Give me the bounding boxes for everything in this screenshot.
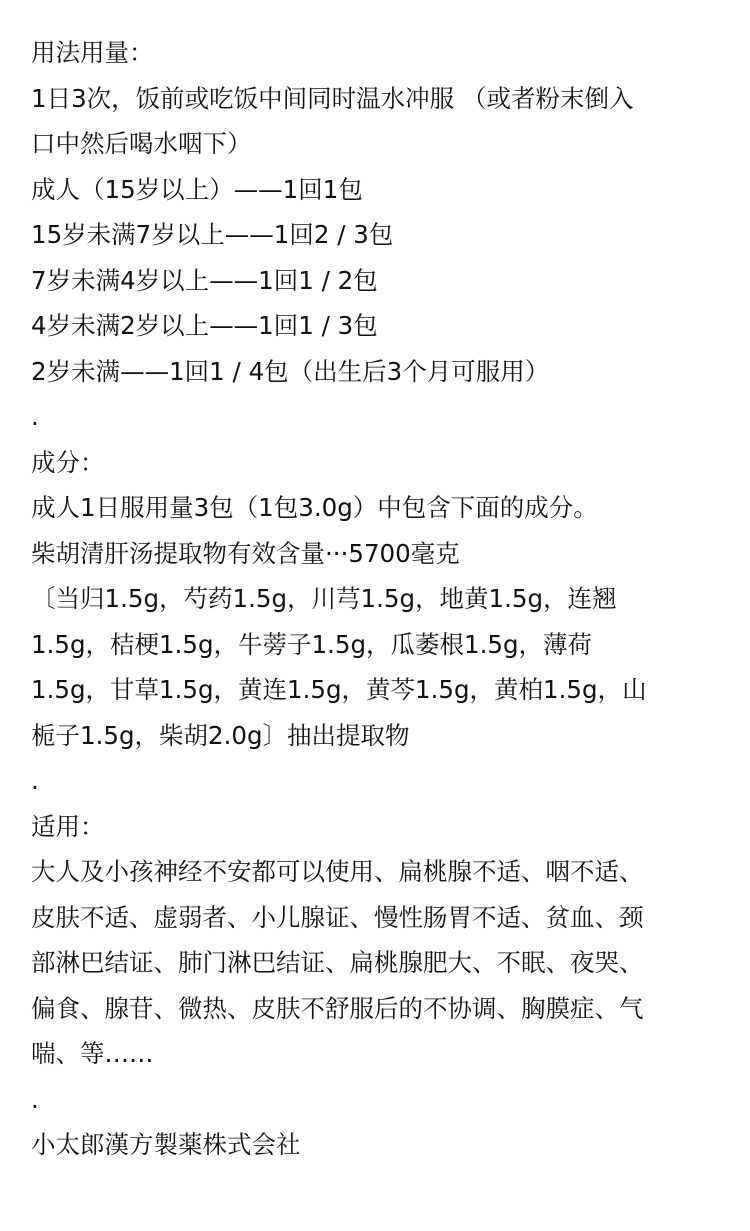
- document-body: [31, 30, 731, 1168]
- dosage-age-4-7: 7岁未满4岁以上——1回1 / 2包: [31, 265, 378, 295]
- indications-text-line: 偏食、腺苷、微热、皮肤不舒服后的不协调、胸膜症、气: [31, 993, 644, 1023]
- indications-text-line: 皮肤不适、虚弱者、小儿腺证、慢性肠胃不适、贫血、颈: [31, 902, 644, 932]
- dosage-text-line: 1日3次，饭前或吃饭中间同时温水冲服 （或者粉末倒入: [31, 83, 634, 113]
- ingredients-text-line: 成人1日服用量3包（1包3.0g）中包含下面的成分。: [31, 493, 598, 522]
- dosage-under-2: 2岁未满——1回1 / 4包（出生后3个月可服用）: [31, 356, 550, 386]
- dosage-age-7-15: 15岁未满7岁以上——1回2 / 3包: [31, 220, 394, 249]
- company-name: 小太郎漢方製薬株式会社: [31, 1130, 301, 1159]
- section-separator: .: [31, 1084, 39, 1114]
- dosage-adult: 成人（15岁以上）——1回1包: [31, 174, 363, 204]
- indications-text-line: 喘、等……: [31, 1039, 154, 1068]
- section-separator: .: [31, 402, 39, 431]
- ingredients-heading: 成分：: [31, 447, 105, 477]
- section-separator: .: [31, 766, 39, 795]
- dosage-age-2-4: 4岁未满2岁以上——1回1 / 3包: [31, 311, 378, 340]
- dosage-text-line: 口中然后喝水咽下）: [31, 129, 252, 158]
- ingredients-text-line: 柴胡清肝汤提取物有效含量···5700毫克: [31, 538, 460, 568]
- dosage-heading: 用法用量：: [31, 38, 154, 67]
- ingredients-text-line: 〔当归1.5g，芍药1.5g，川芎1.5g，地黄1.5g，连翘: [31, 584, 617, 613]
- ingredients-text-line: 1.5g，桔梗1.5g，牛蒡子1.5g，瓜萎根1.5g，薄荷: [31, 629, 593, 659]
- indications-text-line: 大人及小孩神经不安都可以使用、扁桃腺不适、咽不适、: [31, 857, 644, 886]
- indications-text-line: 部淋巴结证、肺门淋巴结证、扁桃腺肥大、不眠、夜哭、: [31, 948, 644, 977]
- ingredients-text-line: 栀子1.5g，柴胡2.0g〕抽出提取物: [31, 720, 410, 750]
- indications-heading: 适用：: [31, 811, 105, 841]
- ingredients-text-line: 1.5g，甘草1.5g，黄连1.5g，黄芩1.5g，黄柏1.5g，山: [31, 675, 647, 704]
